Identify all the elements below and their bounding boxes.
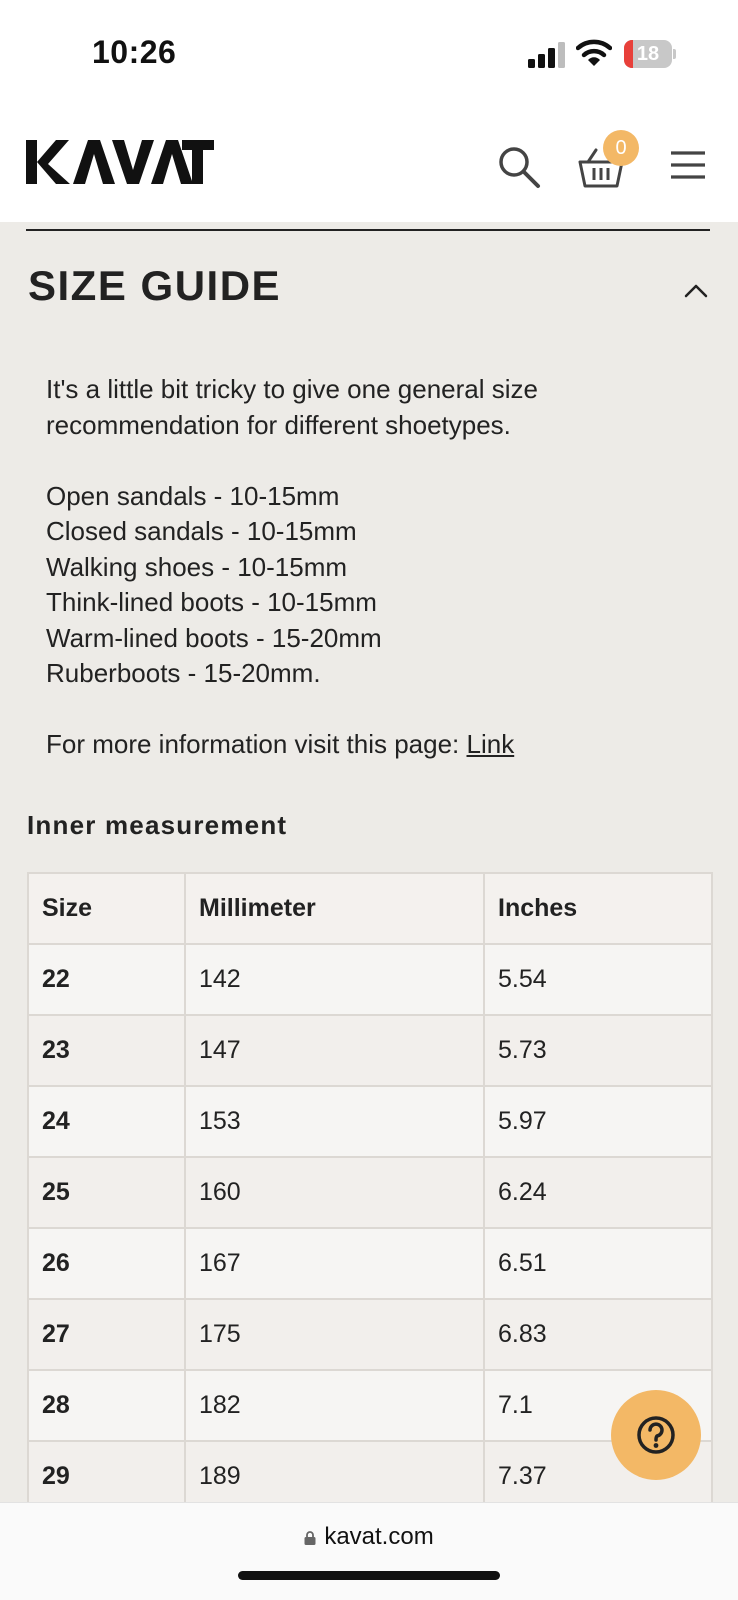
more-info-link[interactable]: Link [466,729,515,759]
inches-cell: 6.24 [484,1157,712,1228]
column-header-size: Size [28,873,185,944]
inches-cell: 7.37 [484,1441,712,1512]
more-info-line [46,727,696,763]
size-guide-title[interactable]: SIZE GUIDE [28,262,282,309]
table-row [28,1299,712,1370]
wifi-icon [576,38,612,68]
status-bar [0,0,738,100]
size-cell: 29 [28,1441,185,1512]
table-row [28,1015,712,1086]
millimeter-cell: 189 [185,1441,484,1512]
inches-cell: 5.54 [484,944,712,1015]
table-row [28,1086,712,1157]
size-cell: 23 [28,1015,185,1086]
size-cell: 28 [28,1370,185,1441]
table-row [28,1228,712,1299]
url-display[interactable] [0,1523,738,1551]
millimeter-cell: 175 [185,1299,484,1370]
table-header-row [28,873,712,944]
kavat-logo[interactable] [26,138,214,186]
table-row [28,1370,712,1441]
recommendation-line: Warm-lined boots - 15-20mm [46,622,382,653]
size-cell: 24 [28,1086,185,1157]
cart-count-badge: 0 [603,130,639,166]
millimeter-cell: 160 [185,1157,484,1228]
battery-level: 18 [636,43,660,65]
home-indicator[interactable] [238,1571,500,1580]
inches-cell: 5.97 [484,1086,712,1157]
recommendation-line: Open sandals - 10-15mm [46,480,340,511]
millimeter-cell: 167 [185,1228,484,1299]
search-icon[interactable] [496,144,542,190]
table-row [28,944,712,1015]
url-text: kavat.com [324,1523,434,1550]
intro-text: It's a little bit tricky to give one general size recommendation for different shoetypes. [46,374,538,440]
browser-address-bar[interactable] [0,1502,738,1600]
battery-icon [624,40,676,68]
inches-cell: 7.1 [484,1370,712,1441]
millimeter-cell: 182 [185,1370,484,1441]
size-cell: 27 [28,1299,185,1370]
recommendation-line: Walking shoes - 10-15mm [46,551,348,582]
size-cell: 25 [28,1157,185,1228]
table-row [28,1157,712,1228]
chevron-up-icon[interactable] [680,280,712,302]
size-cell: 26 [28,1228,185,1299]
size-guide-content [46,372,696,763]
help-button[interactable] [611,1390,701,1480]
recommendation-line: Ruberboots - 15-20mm. [46,658,321,688]
inches-cell: 5.73 [484,1015,712,1086]
cellular-signal-icon [528,42,566,68]
question-mark-icon [611,1390,701,1480]
inner-measurement-title: Inner measurement [27,810,288,840]
lock-icon [304,1531,316,1545]
recommendation-line: Think-lined boots - 10-15mm [46,587,377,617]
more-info-text: For more information visit this page: [46,729,467,759]
status-time: 10:26 [92,34,177,70]
column-header-millimeter: Millimeter [185,873,484,944]
millimeter-cell: 142 [185,944,484,1015]
millimeter-cell: 153 [185,1086,484,1157]
inches-cell: 6.51 [484,1228,712,1299]
hamburger-menu-icon[interactable] [670,150,706,180]
column-header-inches: Inches [484,873,712,944]
section-divider [26,229,710,231]
inches-cell: 6.83 [484,1299,712,1370]
size-cell: 22 [28,944,185,1015]
recommendation-line: Closed sandals - 10-15mm [46,516,357,546]
millimeter-cell: 147 [185,1015,484,1086]
